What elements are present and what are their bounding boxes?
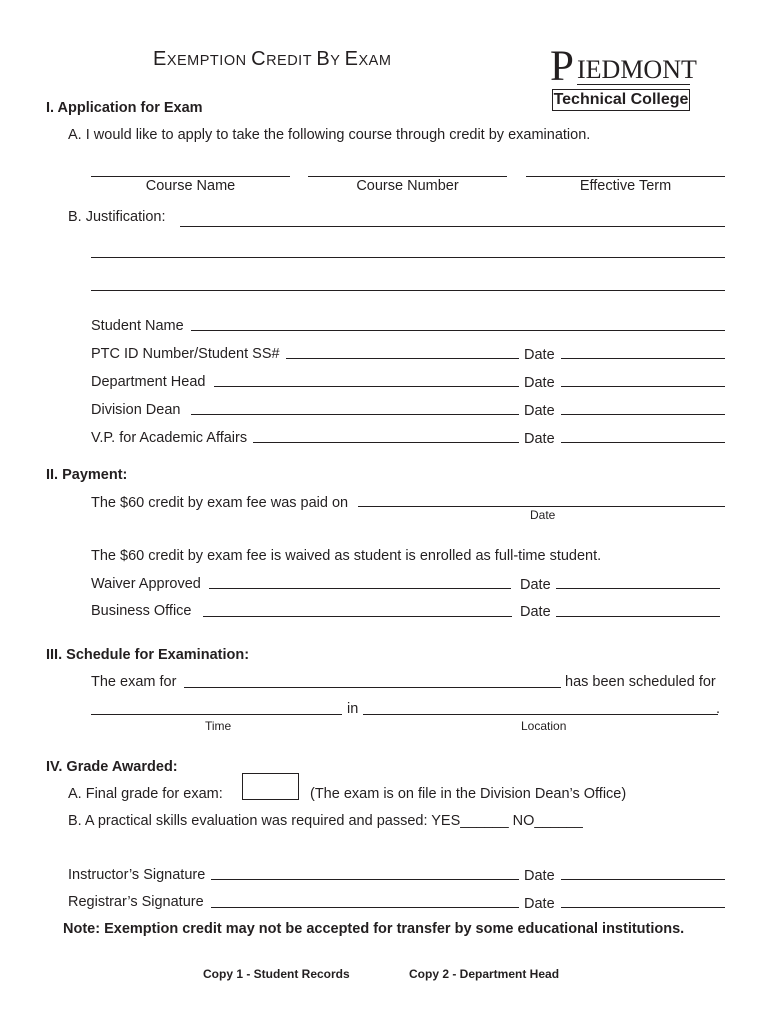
title-part: B [316,48,331,70]
time-caption: Time [205,719,232,733]
waiver-date-field[interactable] [556,588,720,589]
section1-a-text: A. I would like to apply to take the following course through credit by examination. [68,127,591,143]
business-office-label: Business Office [91,603,192,619]
course-name-label: Course Name [145,178,236,194]
exam-time-field[interactable] [91,714,342,715]
ptc-id-field[interactable] [286,358,519,359]
fee-paid-date-field[interactable] [358,506,725,507]
student-name-field[interactable] [191,330,725,331]
title-part: Y [330,53,345,69]
ptc-date-label: Date [524,347,555,363]
vp-date-label: Date [524,431,555,447]
division-dean-label: Division Dean [91,402,181,418]
registrar-signature-label: Registrar’s Signature [68,894,204,910]
fee-waived-text: The $60 credit by exam fee is waived as student is enrolled as full-time student. [91,548,602,564]
student-name-label: Student Name [91,318,184,334]
fee-paid-text: The $60 credit by exam fee was paid on [91,495,349,511]
business-date-label: Date [520,604,551,620]
exam-on-file-note: (The exam is on file in the Division Dean’s Office) [310,786,627,802]
section4-heading: IV. Grade Awarded: [46,759,178,775]
section3-heading: III. Schedule for Examination: [46,647,250,663]
ptc-id-label: PTC ID Number/Student SS# [91,346,280,362]
section1-heading: I. Application for Exam [46,100,203,116]
final-grade-label: A. Final grade for exam: [68,786,223,802]
registrar-date-label: Date [524,896,555,912]
dept-date-label: Date [524,375,555,391]
form-title [153,48,391,71]
department-head-field[interactable] [214,386,519,387]
title-part: XAM [358,53,392,69]
department-head-label: Department Head [91,374,206,390]
title-part: C [251,48,267,70]
period-mark: . [716,701,721,717]
logo-name: IEDMONT [577,55,697,84]
waiver-date-label: Date [520,577,551,593]
logo-initial: P [550,43,574,90]
justification-field-2[interactable] [91,257,725,258]
section2-heading: II. Payment: [46,467,128,483]
dean-date-label: Date [524,403,555,419]
waiver-approved-label: Waiver Approved [91,576,201,592]
copy2-label: Copy 2 - Department Head [409,967,560,981]
instructor-signature-label: Instructor’s Signature [68,867,206,883]
division-dean-field[interactable] [191,414,519,415]
in-label: in [347,701,359,717]
course-number-label: Course Number [356,178,459,194]
effective-term-label: Effective Term [579,178,672,194]
vp-date-field[interactable] [561,442,725,443]
location-caption: Location [521,719,567,733]
ptc-date-field[interactable] [561,358,725,359]
registrar-signature-field[interactable] [211,907,519,908]
instructor-date-field[interactable] [561,879,725,880]
dept-date-field[interactable] [561,386,725,387]
scheduled-for-label: has been scheduled for [565,674,716,690]
registrar-date-field[interactable] [561,907,725,908]
exam-location-field[interactable] [363,714,718,715]
transfer-note: Note: Exemption credit may not be accepted for transfer by some educational institutions. [63,921,685,937]
justification-field-3[interactable] [91,290,725,291]
practical-skills-text: B. A practical skills evaluation was required and passed: YES______ NO______ [68,813,583,829]
title-part: E [153,48,167,70]
course-name-field[interactable] [91,176,290,177]
waiver-approved-field[interactable] [209,588,511,589]
vp-academic-field[interactable] [253,442,519,443]
instructor-signature-field[interactable] [211,879,519,880]
logo-subtitle: Technical College [552,89,690,111]
title-part: E [344,48,359,70]
vp-academic-label: V.P. for Academic Affairs [91,430,248,446]
piedmont-logo [550,43,697,113]
title-part: XEMPTION [166,53,252,69]
effective-term-field[interactable] [526,176,725,177]
exam-course-field[interactable] [184,687,561,688]
exam-for-label: The exam for [91,674,177,690]
business-office-field[interactable] [203,616,512,617]
justification-field-1[interactable] [180,226,725,227]
course-number-field[interactable] [308,176,507,177]
justification-label: B. Justification: [68,209,166,225]
title-part: REDIT [266,53,317,69]
copy1-label: Copy 1 - Student Records [203,967,350,981]
instructor-date-label: Date [524,868,555,884]
final-grade-box[interactable] [242,773,299,800]
business-date-field[interactable] [556,616,720,617]
fee-paid-date-caption: Date [530,508,556,522]
logo-rule [577,84,690,85]
dean-date-field[interactable] [561,414,725,415]
